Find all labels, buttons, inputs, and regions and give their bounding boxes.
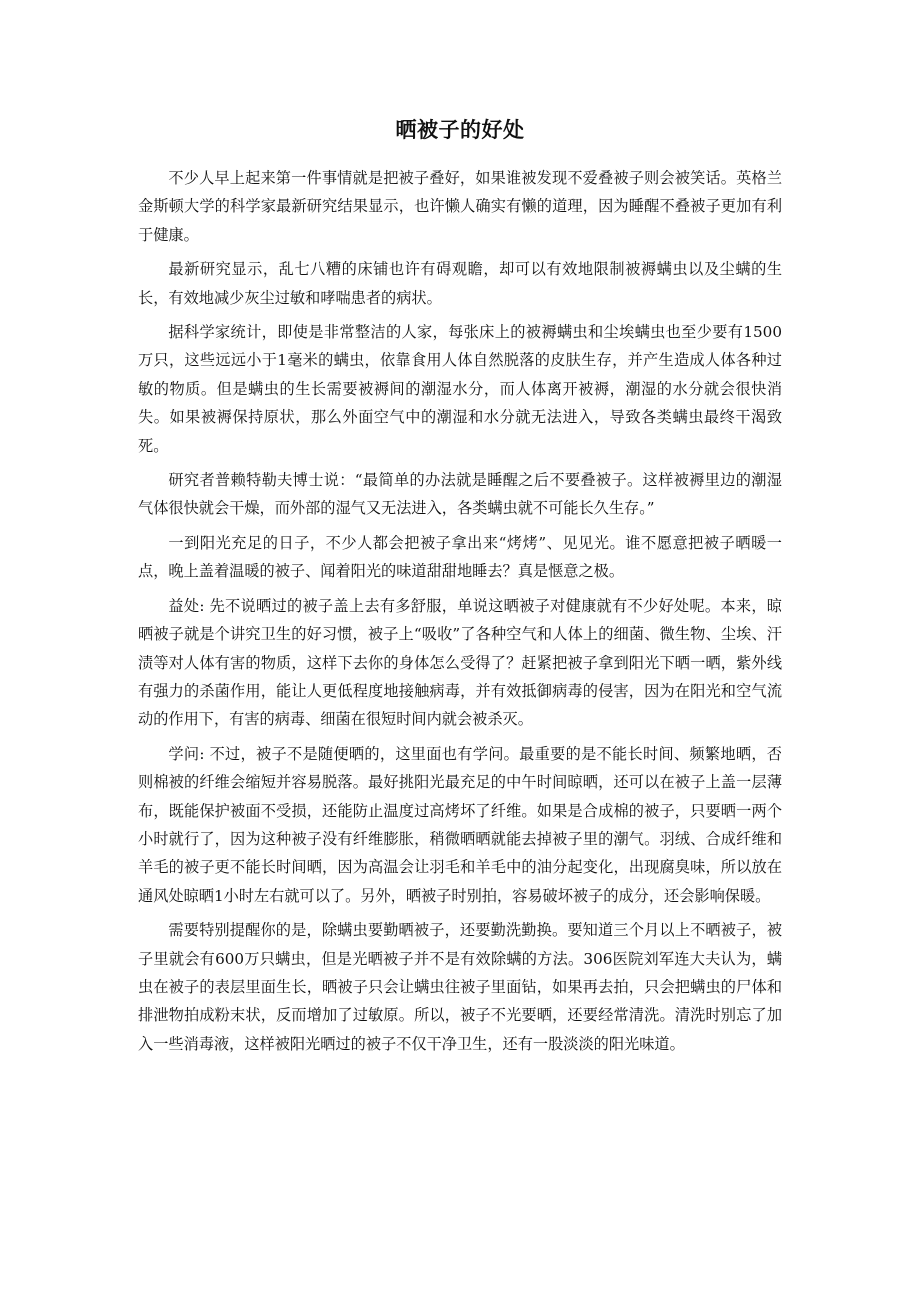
paragraph-research: 最新研究显示，乱七八糟的床铺也许有碍观瞻，却可以有效地限制被褥螨虫以及尘螨的生长，有效地减少灰尘过敏和哮喘患者的病状。 <box>138 260 782 307</box>
document-title: 晒被子的好处 <box>395 117 525 142</box>
paragraph-benefits: 益处: 先不说晒过的被子盖上去有多舒服，单说这晒被子对健康就有不少好处呢。本来，晾晒被子就是个讲究卫生的好习惯，被子上“吸收”了各种空气和人体上的细菌、微生物、尘埃、汗渍等对人体有害的物质，这样下去你的身体怎么受得了？赶紧把被子拿到阳光下晒一晒，紫外线有强力的杀菌作用，能让人更低程度地接触病毒，并有效抵御病毒的侵害，因为在阳光和空气流动的作用下，有害的病毒、细菌在很短时间内就会被杀灭。 <box>138 596 782 729</box>
paragraph-reminder: 需要特别提醒你的是，除螨虫要勤晒被子，还要勤洗勤换。要知道三个月以上不晒被子，被子里就会有600万只螨虫，但是光晒被子并不是有效除螨的方法。306医院刘军连大夫认为，螨虫在被子的表层里面生长，晒被子只会让螨虫往被子里面钻，如果再去拍，只会把螨虫的尸体和排泄物拍成粉末状，反而增加了过敏原。所以，被子不光要晒，还要经常清洗。清洗时别忘了加入一些消毒液，这样被阳光晒过的被子不仅干净卫生，还有一股淡淡的阳光味道。 <box>138 921 782 1053</box>
paragraph-sunny-days: 一到阳光充足的日子，不少人都会把被子拿出来“烤烤”、见见光。谁不愿意把被子晒暖一点，晚上盖着温暖的被子、闻着阳光的味道甜甜地睡去？真是惬意之极。 <box>138 533 782 581</box>
paragraph-quote: 研究者普赖特勒夫博士说：“最简单的办法就是睡醒之后不要叠被子。这样被褥里边的潮湿气体很快就会干燥，而外部的湿气又无法进入，各类螨虫就不可能长久生存。” <box>138 471 782 518</box>
paragraph-intro: 不少人早上起来第一件事情就是把被子叠好，如果谁被发现不爱叠被子则会被笑话。英格兰金斯顿大学的科学家最新研究结果显示，也许懒人确实有懒的道理，因为睡醒不叠被子更加有利于健康。 <box>138 169 782 244</box>
document-page <box>138 108 782 1064</box>
paragraph-know-how: 学问: 不过，被子不是随便晒的，这里面也有学问。最重要的是不能长时间、频繁地晒，否则棉被的纤维会缩短并容易脱落。最好挑阳光最充足的中午时间晾晒，还可以在被子上盖一层薄布，既能保护被面不受损，还能防止温度过高烤坏了纤维。如果是合成棉的被子，只要晒一两个小时就行了，因为这种被子没有纤维膨胀，稍微晒晒就能去掉被子里的潮气。羽绒、合成纤维和羊毛的被子更不能长时间晒，因为高温会让羽毛和羊毛中的油分起变化，出现腐臭味，所以放在通风处晾晒1小时左右就可以了。另外，晒被子时别拍，容易破坏被子的成分，还会影响保暖。 <box>138 744 782 905</box>
paragraph-statistics: 据科学家统计，即使是非常整洁的人家，每张床上的被褥螨虫和尘埃螨虫也至少要有1500万只，这些远远小于1毫米的螨虫，依靠食用人体自然脱落的皮肤生存，并产生造成人体各种过敏的物质。但是螨虫的生长需要被褥间的潮湿水分，而人体离开被褥，潮湿的水分就会很快消失。如果被褥保持原状，那么外面空气中的潮湿和水分就无法进入，导致各类螨虫最终干渴致死。 <box>138 323 782 455</box>
